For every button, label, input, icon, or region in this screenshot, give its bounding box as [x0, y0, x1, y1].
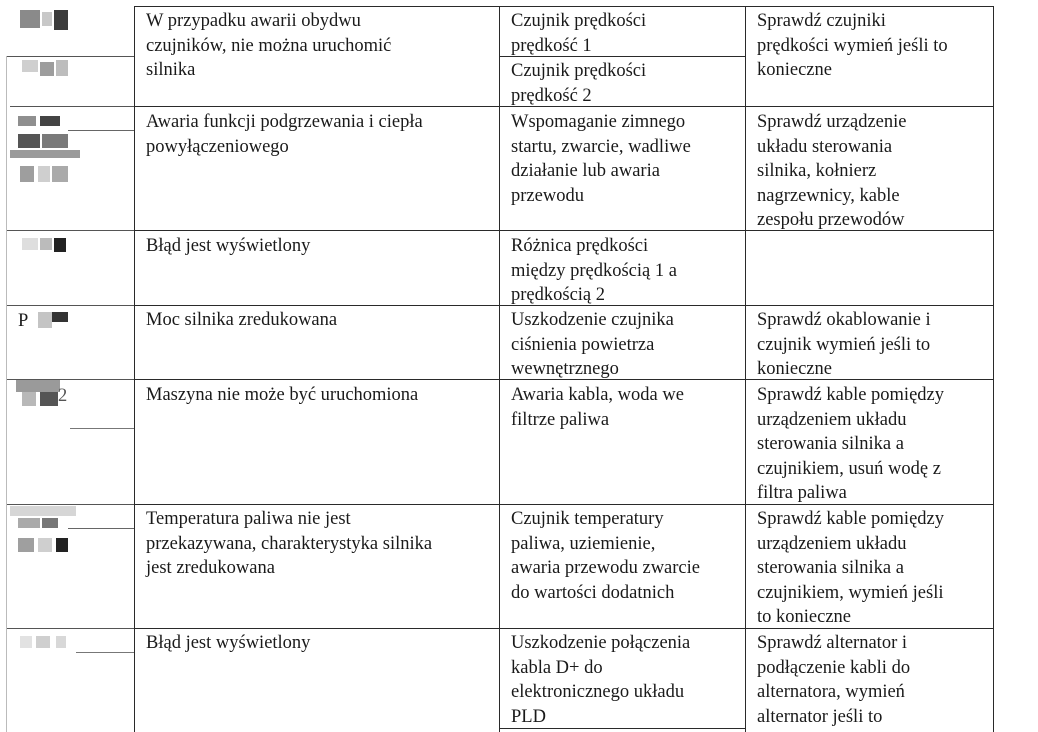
remedy-cell-6: Sprawdź kable pomiędzy urządzeniem układu sterowania silnika a czujnikiem, wymień jeśli to konieczne	[757, 509, 944, 627]
code-col-line	[6, 56, 134, 57]
code-col-line	[6, 628, 134, 629]
symptom-cell-6: Temperatura paliwa nie jest przekazywana, charakterystyka silnika jest zredukowana	[146, 509, 433, 578]
code-col-line	[70, 428, 134, 429]
symptom-cell-4: Moc silnika zredukowana	[146, 310, 338, 330]
symptom-cell-7: Błąd jest wyświetlony	[146, 633, 311, 653]
symptom-cell-5: Maszyna nie może być uruchomiona	[146, 385, 419, 405]
remedy-cell-1: Sprawdź czujniki prędkości wymień jeśli to konieczne	[757, 11, 948, 80]
code-fragment-5: 2	[58, 386, 68, 406]
col-divider-4	[993, 6, 994, 732]
remedy-cell-5: Sprawdź kable pomiędzy urządzeniem układu sterowania silnika a czujnikiem, usuń wodę z filtra paliwa	[757, 385, 944, 503]
cause-cell-1b: Czujnik prędkości prędkość 2	[511, 61, 647, 106]
code-col-line	[68, 528, 134, 529]
symptom-cell-2: Awaria funkcji podgrzewania i ciepła powyłączeniowego	[146, 112, 423, 157]
row-divider-top	[134, 6, 994, 7]
code-col-line	[6, 305, 134, 306]
symptom-cell-3: Błąd jest wyświetlony	[146, 236, 311, 256]
col-divider-3	[745, 6, 746, 732]
cause-cell-7: Uszkodzenie połączenia kabla D+ do elektronicznego układu PLD	[511, 633, 691, 727]
cause-cell-4: Uszkodzenie czujnika ciśnienia powietrza wewnętrznego	[511, 310, 674, 379]
cause-cell-5: Awaria kabla, woda we filtrze paliwa	[511, 385, 684, 430]
remedy-cell-7: Sprawdź alternator i podłączenie kabli do alternatora, wymień alternator jeśli to	[757, 633, 911, 727]
code-col-edge	[6, 56, 7, 732]
code-col-line	[10, 106, 134, 107]
cause-cell-6: Czujnik temperatury paliwa, uziemienie, awaria przewodu zwarcie do wartości dodatnich	[511, 509, 700, 603]
code-col-line	[68, 130, 134, 131]
cause-cell-2: Wspomaganie zimnego startu, zwarcie, wadliwe działanie lub awaria przewodu	[511, 112, 691, 206]
code-col-line	[6, 504, 134, 505]
col-divider-1	[134, 6, 135, 732]
col-divider-2	[499, 6, 500, 732]
code-col-line	[6, 230, 134, 231]
code-fragment-4: P	[18, 311, 29, 331]
symptom-cell-1: W przypadku awarii obydwu czujników, nie można uruchomić silnika	[146, 11, 392, 80]
remedy-cell-2: Sprawdź urządzenie układu sterowania silnika, kołnierz nagrzewnicy, kable zespołu przewodów	[757, 112, 907, 230]
cause-cell-3: Różnica prędkości między prędkością 1 a prędkością 2	[511, 236, 677, 305]
remedy-cell-4: Sprawdź okablowanie i czujnik wymień jeśli to konieczne	[757, 310, 931, 379]
cause-cell-1a: Czujnik prędkości prędkość 1	[511, 11, 647, 56]
code-col-line	[76, 652, 134, 653]
